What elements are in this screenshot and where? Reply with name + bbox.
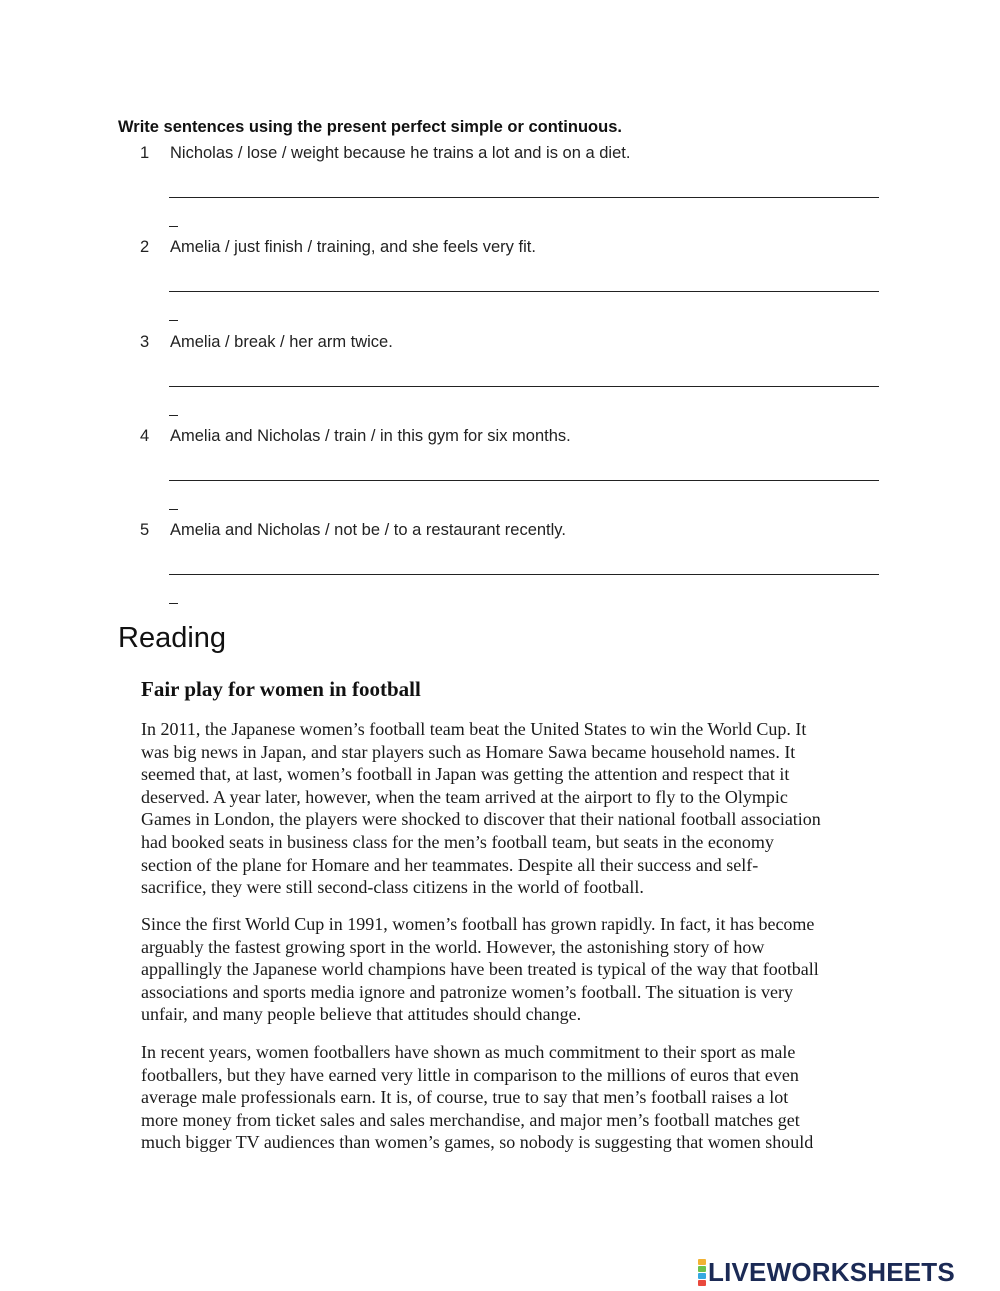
paragraph-line: section of the plane for Homare and her teammates. Despite all their success and self- [141, 854, 759, 875]
answer-line-continuation [169, 495, 178, 510]
article-paragraph [141, 1041, 886, 1154]
paragraph-line: average male professionals earn. It is, of course, true to say that men’s football raises a lot [141, 1087, 789, 1108]
answer-line[interactable] [169, 183, 879, 198]
paragraph-line: associations and sports media ignore and patronize women’s football. The situation is very [141, 981, 794, 1002]
paragraph-line: unfair, and many people believe that attitudes should change. [141, 1004, 582, 1025]
logo-block [698, 1266, 706, 1272]
answer-line[interactable] [169, 372, 879, 387]
answer-line-continuation [169, 401, 178, 416]
exercise-prompt: Amelia and Nicholas / train / in this gym for six months. [170, 427, 571, 445]
paragraph-line: much bigger TV audiences than women’s games, so nobody is suggesting that women should [141, 1132, 814, 1153]
paragraph-line: had booked seats in business class for the men’s football team, but seats in the economy [141, 831, 774, 852]
answer-line-continuation [169, 212, 178, 227]
article-paragraph [141, 718, 886, 899]
exercise-prompt: Amelia / just finish / training, and she feels very fit. [170, 238, 536, 256]
exercise-number: 2 [140, 238, 150, 256]
paragraph-line: arguably the fastest growing sport in the world. However, the astonishing story of how [141, 936, 765, 957]
logo-mark-icon [698, 1259, 706, 1286]
logo-block [698, 1273, 706, 1279]
paragraph-line: In 2011, the Japanese women’s football team beat the United States to win the World Cup. It [141, 719, 807, 739]
logo-block [698, 1259, 706, 1265]
exercise-prompt: Amelia and Nicholas / not be / to a restaurant recently. [170, 521, 566, 539]
exercise-instruction: Write sentences using the present perfect simple or continuous. [118, 118, 622, 136]
paragraph-line: In recent years, women footballers have shown as much commitment to their sport as male [141, 1042, 796, 1062]
exercise-prompt: Amelia / break / her arm twice. [170, 333, 393, 351]
article-paragraph [141, 913, 886, 1026]
paragraph-line: footballers, but they have earned very little in comparison to the millions of euros that even [141, 1064, 799, 1085]
paragraph-line: appallingly the Japanese world champions have been treated is typical of the way that football [141, 959, 819, 980]
answer-line[interactable] [169, 466, 879, 481]
paragraph-line: Games in London, the players were shocked to discover that their national football association [141, 809, 821, 830]
paragraph-line: more money from ticket sales and sales merchandise, and major men’s football matches get [141, 1109, 800, 1130]
paragraph-line: seemed that, at last, women’s football in Japan was getting the attention and respect that it [141, 764, 790, 785]
answer-line-continuation [169, 306, 178, 321]
paragraph-line: deserved. A year later, however, when the team arrived at the airport to fly to the Olympic [141, 786, 788, 807]
logo-block [698, 1280, 706, 1286]
exercise-number: 4 [140, 427, 150, 445]
section-heading: Reading [118, 622, 227, 654]
exercise-number: 1 [140, 144, 150, 162]
paragraph-line: Since the first World Cup in 1991, women’s football has grown rapidly. In fact, it has become [141, 914, 815, 934]
exercise-number: 3 [140, 333, 150, 351]
answer-line[interactable] [169, 277, 879, 292]
paragraph-line: was big news in Japan, and star players such as Homare Sawa became household names. It [141, 741, 796, 762]
answer-line-continuation [169, 589, 178, 604]
logo-text: LIVEWORKSHEETS [708, 1256, 955, 1287]
answer-line[interactable] [169, 560, 879, 575]
exercise-number: 5 [140, 521, 150, 539]
liveworksheets-logo[interactable] [698, 1257, 955, 1287]
article-title: Fair play for women in football [141, 677, 421, 701]
paragraph-line: sacrifice, they were still second-class citizens in the world of football. [141, 877, 644, 898]
exercise-prompt: Nicholas / lose / weight because he trains a lot and is on a diet. [170, 144, 631, 162]
